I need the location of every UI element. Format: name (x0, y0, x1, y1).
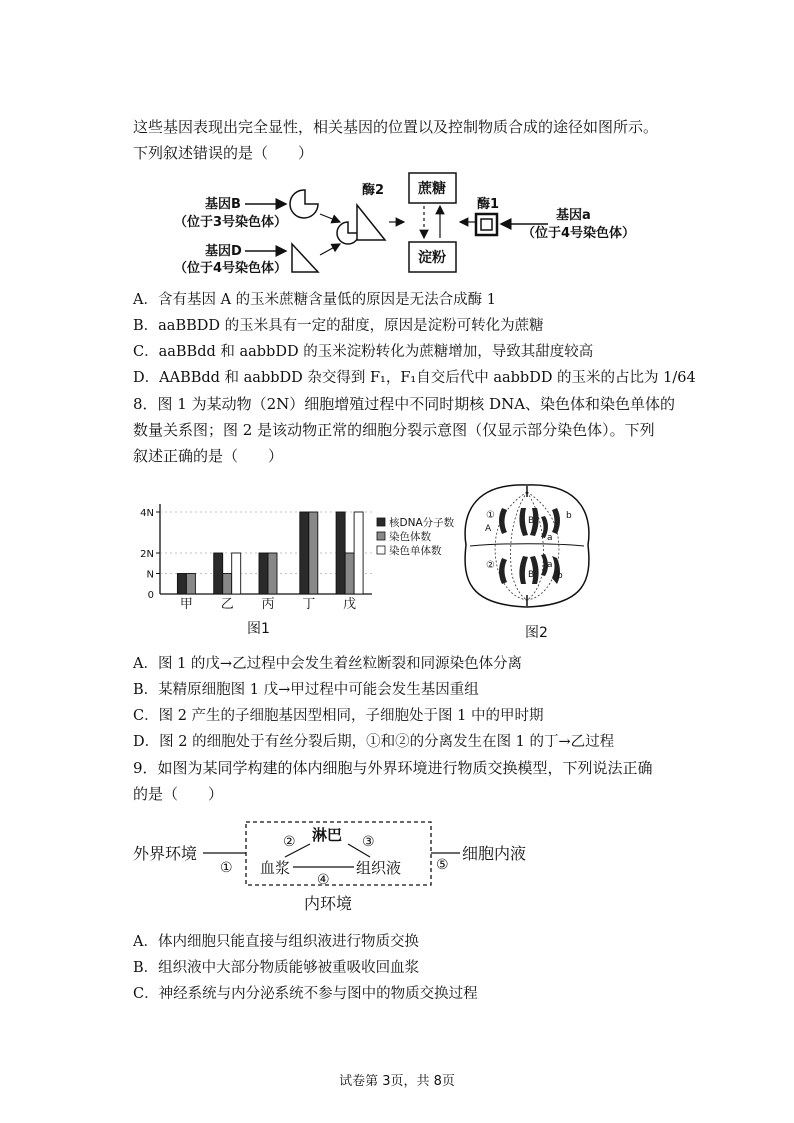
external-env-label: 外界环境 (133, 844, 198, 863)
q7-option-b: B．aaBBDD 的玉米具有一定的甜度，原因是淀粉可转化为蔗糖 (133, 318, 544, 334)
legend-label: 核DNA分子数 (389, 517, 455, 529)
fig2-label-a-upper: A (485, 524, 492, 534)
fig2-label-2: ② (486, 560, 495, 571)
y-tick-label: 2N (140, 549, 154, 560)
q7-option-c: C．aaBBdd 和 aabbDD 的玉米淀粉转化为蔗糖增加，导致其甜度较高 (133, 344, 594, 360)
y-tick-label: 4N (140, 508, 154, 519)
q9-option-c: C．神经系统与内分泌系统不参与图中的物质交换过程 (133, 986, 478, 1002)
fig2-label-b-bottom-upper: B (528, 570, 535, 580)
tissue-fluid-label: 组织液 (356, 859, 402, 877)
y-tick-label: N (146, 569, 154, 581)
enzyme2-label: 酶2 (362, 183, 385, 198)
q8-option-d: D．图 2 的细胞处于有丝分裂后期，①和②的分离发生在图 1 的丁→乙过程 (133, 734, 615, 750)
label-n4: ④ (317, 872, 330, 888)
label-n1: ① (220, 860, 233, 876)
x-category-label: 甲 (179, 597, 193, 612)
legend-label: 染色体数 (389, 531, 431, 543)
enzyme1-label: 酶1 (477, 197, 500, 212)
fig1-caption: 图1 (247, 621, 270, 637)
x-category-label: 丁 (302, 597, 316, 612)
q7-option-d: D．AABBdd 和 aabbDD 杂交得到 F₁，F₁自交后代中 aabbDD 的玉米的占比为 1/64 (133, 370, 696, 386)
fig2-label-b-bottom-lower: b (557, 571, 563, 581)
q7-option-a: A．含有基因 A 的玉米蔗糖含量低的原因是无法合成酶 1 (133, 292, 496, 308)
fig2-label-a-bottom: a (547, 560, 553, 570)
y-tick-label: 0 (147, 590, 154, 601)
q9-option-b: B．组织液中大部分物质能够被重吸收回血浆 (133, 960, 420, 976)
cell-fluid-label: 细胞内液 (462, 844, 527, 863)
legend-label: 染色单体数 (389, 545, 442, 557)
gene-a-label: 基因a (556, 208, 591, 223)
q8-stem-line2: 数量关系图；图 2 是该动物正常的细胞分裂示意图（仅显示部分染色体）。下列 (133, 421, 655, 439)
label-n5: ⑤ (436, 857, 449, 873)
starch-label: 淀粉 (418, 250, 446, 266)
gene-d-location: （位于4号染色体） (174, 261, 288, 276)
q9-stem-line2: 的是（ ） (133, 785, 224, 803)
x-category-label: 戊 (343, 597, 357, 612)
page-footer: 试卷第 3页，共 8页 (339, 1074, 455, 1089)
internal-env-label: 内环境 (304, 894, 353, 913)
q8-stem-line1: 8．图 1 为某动物（2N）细胞增殖过程中不同时期核 DNA、染色体和染色单体的 (133, 395, 676, 413)
q8-option-b: B．某精原细胞图 1 戊→甲过程中可能会发生基因重组 (133, 682, 479, 698)
q8-option-a: A．图 1 的戊→乙过程中会发生着丝粒断裂和同源染色体分离 (133, 656, 523, 672)
fig2-label-a-lower-top: a (547, 533, 553, 543)
q8-option-c: C．图 2 产生的子细胞基因型相同，子细胞处于图 1 中的甲时期 (133, 708, 544, 724)
fig2-label-b-upper: B (528, 516, 535, 526)
x-category-label: 丙 (261, 597, 275, 612)
fig2-label-b-lower-top: b (566, 511, 572, 521)
q9-stem-line1: 9．如图为某同学构建的体内细胞与外界环境进行物质交换模型，下列说法正确 (133, 759, 653, 777)
plasma-label: 血浆 (260, 859, 291, 877)
x-category-label: 乙 (220, 597, 234, 612)
q9-option-a: A．体内细胞只能直接与组织液进行物质交换 (133, 934, 419, 950)
q8-stem-line3: 叙述正确的是（ ） (133, 447, 284, 465)
sucrose-label: 蔗糖 (418, 181, 446, 197)
fig2-label-1: ① (486, 510, 495, 521)
gene-b-label: 基因B (205, 197, 241, 212)
fig2-caption: 图2 (525, 625, 548, 641)
gene-b-location: （位于3号染色体） (174, 215, 288, 230)
lymph-label: 淋巴 (312, 826, 343, 844)
label-n2: ② (283, 834, 296, 850)
label-n3: ③ (362, 834, 375, 850)
gene-d-label: 基因D (205, 244, 242, 259)
gene-a-location: （位于4号染色体） (522, 226, 636, 241)
q7-stem-line1: 这些基因表现出完全显性，相关基因的位置以及控制物质合成的途径如图所示。 (133, 118, 659, 136)
q7-stem-line2: 下列叙述错误的是（ ） (133, 144, 314, 162)
